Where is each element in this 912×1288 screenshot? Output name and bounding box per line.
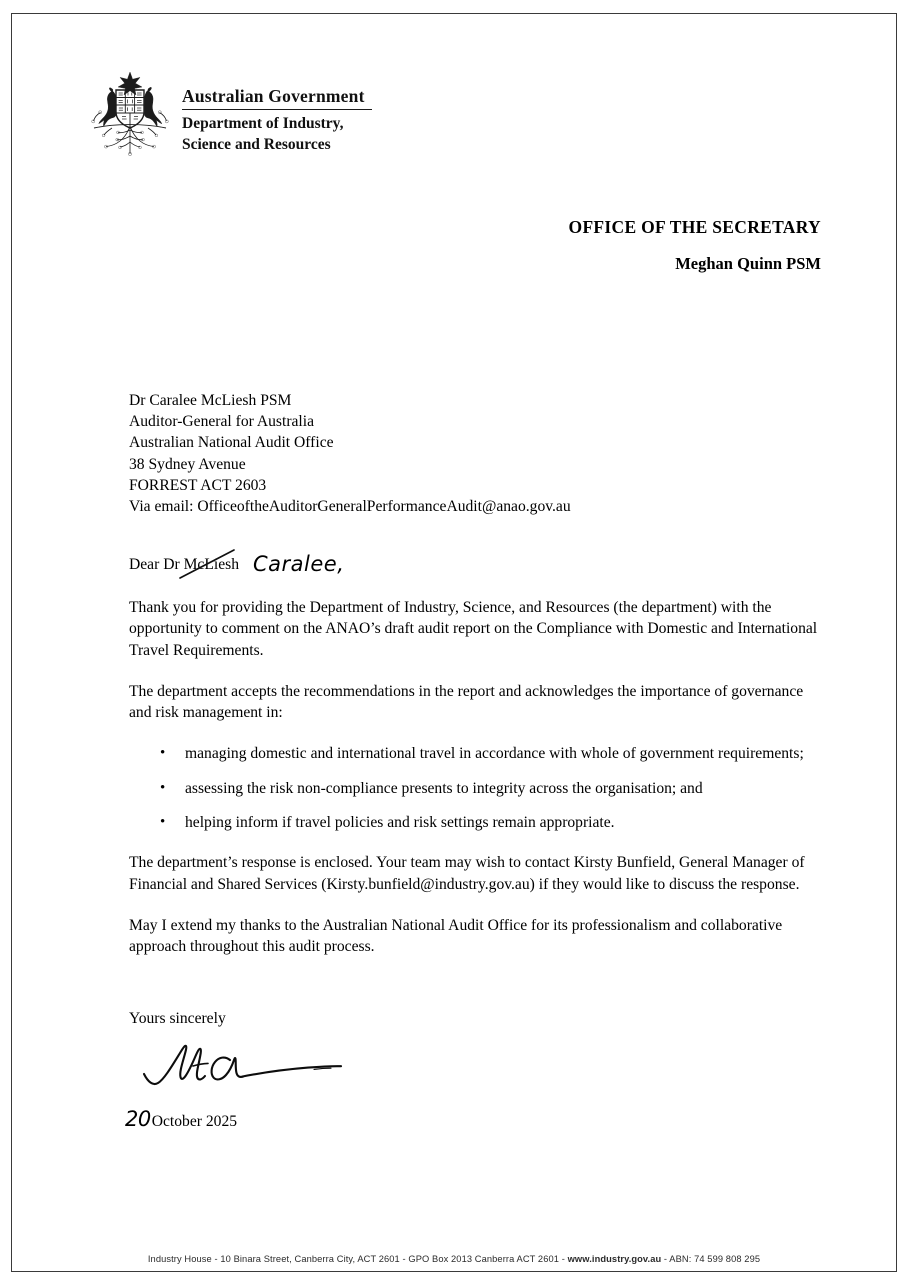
address-line-recipient-name: Dr Caralee McLiesh PSM bbox=[129, 392, 292, 409]
letterhead bbox=[86, 66, 372, 158]
commitments-bullet-list bbox=[129, 743, 823, 833]
australian-coat-of-arms-icon bbox=[86, 68, 174, 158]
body-paragraph-4: May I extend my thanks to the Australian National Audit Office for its professionalism and collaborative approach throughout this audit process. bbox=[129, 916, 783, 956]
office-of-secretary-block bbox=[569, 217, 821, 274]
salutation bbox=[129, 552, 344, 575]
letterhead-text bbox=[182, 66, 372, 155]
bullet-marker-icon: • bbox=[160, 745, 166, 762]
australian-government-label: Australian Government bbox=[182, 86, 365, 106]
footer-abn: - ABN: 74 599 808 295 bbox=[661, 1254, 761, 1264]
page-footer bbox=[12, 1254, 896, 1264]
list-item bbox=[129, 812, 823, 833]
secretary-name: Meghan Quinn PSM bbox=[675, 254, 821, 273]
closing-salutation: Yours sincerely bbox=[129, 1010, 226, 1027]
handwritten-signature-icon bbox=[138, 1036, 368, 1098]
salutation-handwritten-name: Caralee, bbox=[253, 552, 345, 576]
strikethrough-pen-stroke-icon bbox=[178, 548, 256, 580]
list-item-text: helping inform if travel policies and risk settings remain appropriate. bbox=[185, 814, 615, 832]
salutation-struck-name: McLiesh bbox=[183, 556, 239, 573]
body-paragraph-3: The department’s response is enclosed. Your team may wish to contact Kirsty Bunfield, General Manager of Financial and Shared Services (Kirsty.bunfield@industry.gov.au) if they would like to discuss the response. bbox=[129, 854, 805, 893]
date-handwritten-day: 20 bbox=[125, 1107, 151, 1131]
address-line-suburb: FORREST ACT 2603 bbox=[129, 476, 267, 494]
list-item-text: managing domestic and international travel in accordance with whole of government requirements; bbox=[185, 745, 804, 763]
salutation-printed-prefix: Dear Dr bbox=[129, 556, 184, 573]
salutation-struck-name-wrapper bbox=[184, 555, 239, 575]
date-line bbox=[125, 1108, 236, 1133]
footer-address: Industry House - 10 Binara Street, Canberra City, ACT 2601 - GPO Box 2013 Canberra ACT 2601 - bbox=[147, 1254, 568, 1264]
office-title: OFFICE OF THE SECRETARY bbox=[568, 217, 821, 237]
list-item-text: assessing the risk non-compliance presents to integrity across the organisation; and bbox=[185, 779, 703, 797]
address-line-organisation: Australian National Audit Office bbox=[129, 434, 334, 452]
list-item bbox=[129, 778, 823, 799]
department-name-line-1: Department of Industry, bbox=[182, 115, 344, 133]
date-printed-month-year: October 2025 bbox=[151, 1113, 238, 1130]
letter-page bbox=[11, 13, 897, 1272]
address-line-email: Via email: OfficeoftheAuditorGeneralPerformanceAudit@anao.gov.au bbox=[129, 498, 571, 516]
address-line-role: Auditor-General for Australia bbox=[129, 413, 315, 431]
body-paragraph-1: Thank you for providing the Department of Industry, Science, and Resources (the department) with the opportunity to comment on the ANAO’s draft audit report on the Compliance with Domestic and International Travel Requirements. bbox=[129, 599, 818, 659]
letterhead-divider bbox=[182, 109, 372, 110]
body-paragraph-2: The department accepts the recommendations in the report and acknowledges the importance of governance and risk management in: bbox=[129, 682, 804, 722]
bullet-marker-icon: • bbox=[160, 814, 166, 831]
list-item bbox=[129, 743, 823, 764]
footer-website-url[interactable]: www.industry.gov.au bbox=[567, 1254, 662, 1264]
department-name-line-2: Science and Resources bbox=[182, 135, 331, 153]
letter-body bbox=[129, 597, 823, 978]
recipient-address-block bbox=[129, 390, 571, 517]
bullet-marker-icon: • bbox=[160, 779, 166, 796]
address-line-street: 38 Sydney Avenue bbox=[129, 455, 246, 473]
